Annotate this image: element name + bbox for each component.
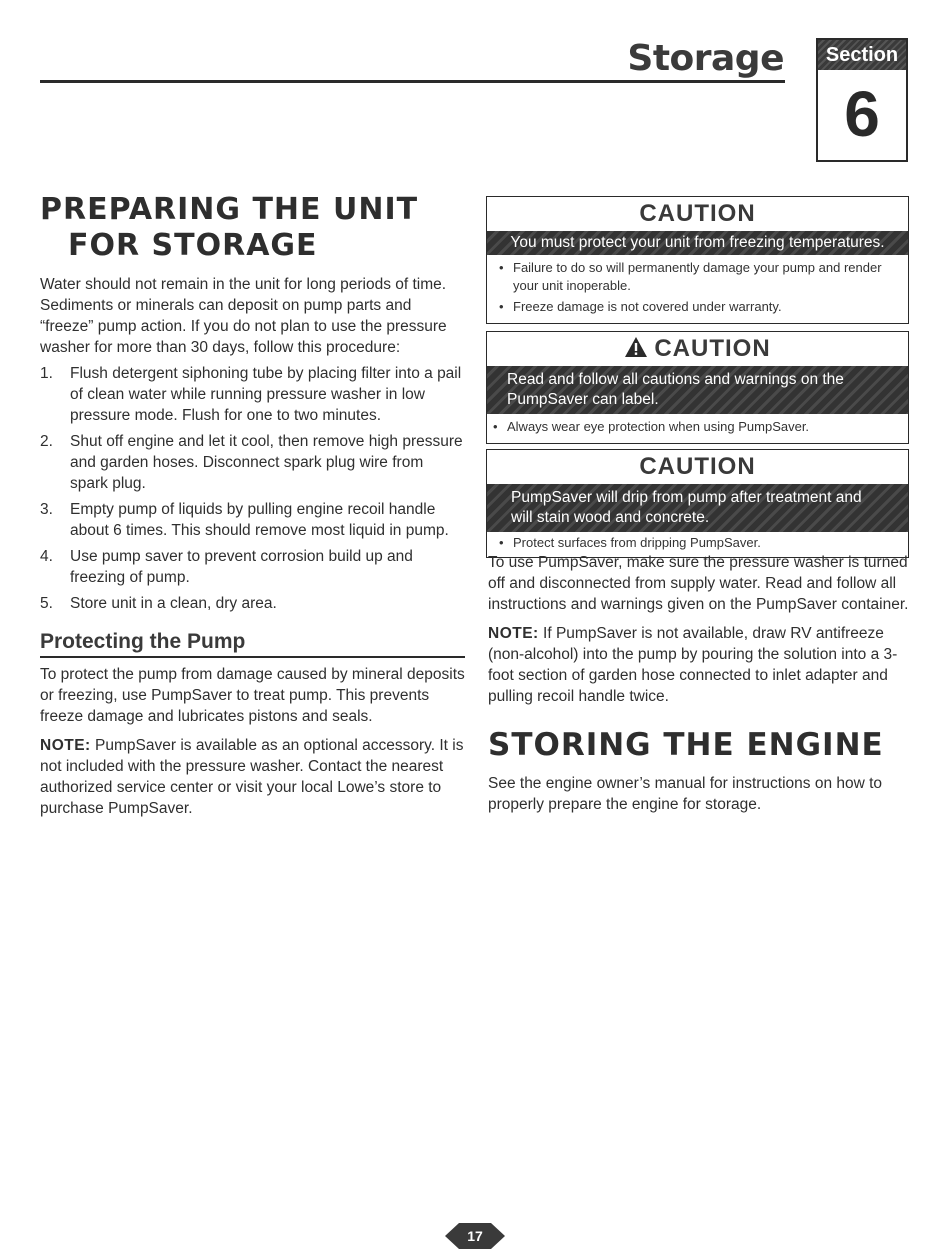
- page-header-title: Storage: [627, 38, 784, 79]
- caution-title: CAUTION: [639, 200, 756, 227]
- list-item: • Protect surfaces from dripping PumpSaver.: [513, 534, 896, 552]
- warning-triangle-icon: [624, 336, 648, 358]
- caution-box-label: [486, 331, 909, 444]
- caution-band: PumpSaver will drip from pump after treatment and will stain wood and concrete.: [487, 484, 908, 532]
- page-number: 17: [467, 1228, 483, 1244]
- caution-band: Read and follow all cautions and warnings on the PumpSaver can label.: [487, 366, 908, 414]
- note-text: PumpSaver is available as an optional accessory. It is not included with the pressure washer. Contact the nearest authorized service center or visit your local Lowe’s store to purchase PumpSaver.: [40, 737, 464, 817]
- caution-title: CAUTION: [639, 453, 756, 480]
- section-tab: [816, 38, 908, 162]
- caution-box-drip: [486, 449, 909, 558]
- left-column: [40, 192, 465, 819]
- storing-engine-heading: STORING THE ENGINE: [488, 727, 884, 763]
- section-tab-number: 6: [844, 78, 880, 150]
- header-rule: [40, 80, 785, 83]
- list-item: 4. Use pump saver to prevent corrosion build up and freezing of pump.: [40, 548, 413, 586]
- note-label: NOTE:: [488, 625, 539, 642]
- preparing-heading-line2: FOR STORAGE: [68, 228, 318, 263]
- caution-bullets: [487, 255, 908, 323]
- preparing-heading-line1: PREPARING THE UNIT: [40, 192, 419, 227]
- preparing-heading: [40, 192, 465, 264]
- protecting-text: To protect the pump from damage caused by mineral deposits or freezing, use PumpSaver to treat pump. This prevents freeze damage and lubricates pistons and seals.: [40, 666, 465, 725]
- caution-title: CAUTION: [654, 335, 771, 362]
- storing-engine-text: See the engine owner’s manual for instructions on how to properly prepare the engine for storage.: [488, 775, 883, 813]
- caution-band: You must protect your unit from freezing temperatures.: [487, 231, 908, 255]
- caution-title-row: [487, 332, 908, 366]
- list-item: • Always wear eye protection when using PumpSaver.: [507, 418, 896, 436]
- pumpsaver-use-text: To use PumpSaver, make sure the pressure washer is turned off and disconnected from supply water. Read and follow all instructions and warnings given on the PumpSaver container.: [488, 554, 909, 613]
- note-label: NOTE:: [40, 737, 91, 754]
- preparing-intro: Water should not remain in the unit for long periods of time. Sediments or minerals can deposit on pump parts and “freeze” pump action. If you do not plan to use the pressure washer for more than 30 days, follow this procedure:: [40, 276, 447, 356]
- left-note: [40, 735, 465, 819]
- procedure-list: [40, 363, 465, 614]
- caution-box-freezing: [486, 196, 909, 324]
- list-item: 5. Store unit in a clean, dry area.: [40, 595, 277, 612]
- page-number-badge: [445, 1220, 505, 1252]
- protecting-subheading: Protecting the Pump: [40, 630, 465, 658]
- right-note: [488, 623, 910, 707]
- list-item: 1. Flush detergent siphoning tube by placing filter into a pail of clean water while running pressure washer in low pressure mode. Flush for one to two minutes.: [40, 365, 462, 424]
- list-item: • Failure to do so will permanently damage your pump and render your unit inoperable.: [513, 259, 896, 295]
- list-item: 2. Shut off engine and let it cool, then remove high pressure and garden hoses. Disconnect spark plug wire from spark plug.: [40, 433, 463, 492]
- note-text: If PumpSaver is not available, draw RV antifreeze (non-alcohol) into the pump by pouring the solution into a 3-foot section of garden hose connected to inlet adapter and pulling recoil handle twice.: [488, 625, 898, 705]
- caution-bullets: [487, 414, 908, 443]
- section-tab-label: Section: [818, 40, 906, 70]
- list-item: • Freeze damage is not covered under warranty.: [513, 298, 896, 316]
- right-column: [488, 552, 910, 815]
- list-item: 3. Empty pump of liquids by pulling engine recoil handle about 6 times. This should remove most liquid in pump.: [40, 501, 449, 539]
